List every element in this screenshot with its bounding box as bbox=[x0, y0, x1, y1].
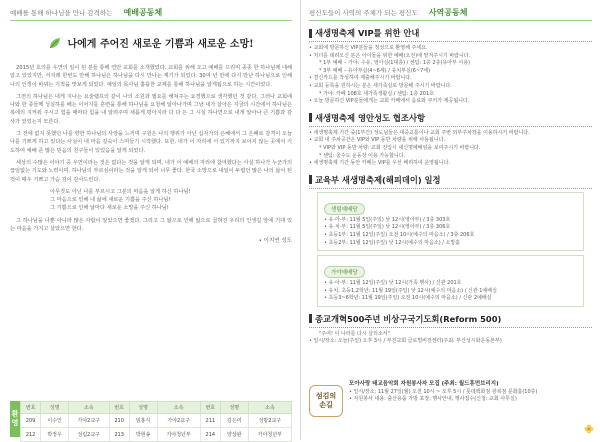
list-item: * 센텀: 울수도 운동장 이용 가능합니다. bbox=[319, 152, 406, 159]
list-item: "주여! 이 나라를 다시 살리소서" bbox=[319, 330, 390, 337]
list-item: • 결신카드를 작성하여 제출해주시기 바랍니다. bbox=[309, 75, 412, 82]
list-item: • 초등3~6학년: 11월 19일(주일) 오전 10시(예수의 마음소) / 신관 2예배실 bbox=[324, 295, 492, 302]
right-header-subtitle: 평신도들이 사역의 주체가 되는 평신도 bbox=[309, 8, 418, 17]
left-header bbox=[10, 4, 292, 21]
closing-paragraph: 그 하나님을 나뿐 아니라 많은 사람이 알았으면 좋겠다. 그리고 그 앎으로 인해 앎으로 곱혀진 우리의 인생길 앞에 기대 있는 마음을 가지고 살았으면 한다. bbox=[10, 217, 292, 233]
section-reform-500 bbox=[309, 313, 592, 346]
right-header-name: 사역공동체 bbox=[428, 7, 468, 17]
schedule-box-centum bbox=[317, 192, 584, 251]
schedule-box-gaya bbox=[317, 255, 584, 307]
right-page bbox=[300, 0, 600, 440]
table-row: 209 이수인 가야2교구 210 임홍식 가야2교구 211 김은미 성방2교구 bbox=[21, 414, 292, 428]
list-item: • 교회 내 주차공간은 VIP와 VIP 동반 차량을 위해 사용됩니다. bbox=[309, 137, 446, 144]
list-item: • 오늘 방문하신 VIP분들에게는 교회 카페에서 음료와 쿠키가 제공됩니다. bbox=[309, 98, 470, 105]
table-row: 212 박정우 성림2교구 213 박현송 가야청년부 214 양상완 가야청년부 bbox=[21, 428, 292, 442]
serving-hands-stamp: 섬김의 손길 bbox=[309, 385, 343, 417]
list-item: • 일시/장소: 오늘(주일) 오후 3시 / 부전교회 글로벌비전센터(주최: 부산성시화운동본부) bbox=[309, 338, 502, 345]
paragraph: 2015년 호의를 우연의 일이 된 분들 통해 연안 교회를 소개했었다. 교회를 위해 오고 예배를 드리며 종종 한 하나님께 대해 알고 있었지만, 서지레 한번도 만해 하나님은 하나님을 다시 만나는 계기가 되었다. 30여 년 만에 다시 만난 하나님으로 인해 나의 인생이 바뀌는 기적을 맛보게 되었다. 예일의 목사님 훌륭한 교제를 통해 하나님을 알게됨으로 하는 시간이었다. bbox=[10, 65, 292, 88]
left-header-name: 예배공동체 bbox=[123, 7, 163, 17]
poem-line: 그 마음으로 인해 내 삶에 새로운 기쁨을 주신 하나님! bbox=[50, 197, 171, 204]
section-title: 교육부 새생명축제(해피데이) 일정 bbox=[315, 174, 441, 185]
news-title: 모아사랑 태교음악회 자원봉사자 모집 (주최: 월드휴먼브리지) bbox=[349, 381, 499, 387]
list-item: * VIP와 VIP 동반 차량: 교회 진입시 새신명예배임을 보여주시기 바랍니다. bbox=[319, 144, 481, 151]
poem-line: 아무것도 아닌 나를 부르시고 그분의 마음을 알게 하신 하나님! bbox=[50, 188, 191, 195]
list-item: • 초등1부: 11월 12일(주일) 오전 10시(예수의 마음소) / 3층 206호 bbox=[324, 231, 475, 238]
section-marker-icon bbox=[309, 29, 312, 38]
list-item: * 3부 예배 – 유아부실(4~6세) / 유치부실(6~7세) bbox=[319, 67, 431, 74]
box-tag: 센텀예배당 bbox=[324, 203, 365, 215]
news-line: • 일시/장소: 11월 27일(월) 오전 10시 ~ 오후 5시 / 롯데백화점 광복점 문화홀(10층) bbox=[349, 388, 538, 395]
list-item: • 유치, 초등1,2학년: 11월 19일(주일) 낮 12시(예수의 마음소) / 신관 1예배실 bbox=[324, 287, 497, 294]
list-item: • 초등2부: 11월 12일(주일) 낮 12시(예수의 마음소) / 소망홀 bbox=[324, 239, 461, 246]
article-headline bbox=[10, 35, 292, 50]
leaf-icon bbox=[48, 36, 62, 50]
article-title: 나에게 주어진 새로운 기쁨과 새로운 소망! bbox=[67, 39, 254, 50]
section-education-schedule bbox=[309, 174, 592, 307]
news-line: • 자원봉사 내용: 출산용품 가방 포장, 행사안내, 행사접수(신청: 교회 사무실) bbox=[349, 396, 517, 403]
list-item: * 가야: 카페 108호 새가족생활실 / 센텀: 1층 201호 bbox=[319, 90, 434, 97]
paragraph: 그 전에 없지 못했던 나를 향한 하나님의 사랑을 느끼며 구원은 나의 행위가 아닌 십자가의 은혜에서 그 은혜로 감격이 오늘 나를 기쁘게 하고 있다는 사실이 내 마음 깊숙이 스며들기 시작했다. 또한, 내가 이 자리에 서 있기까지 보이지 않는 곳에서 기도하여 예배 준 많은 믿음의 친구들이 있었음을 알게 되었다. bbox=[10, 131, 292, 154]
section-title: 새생명축제 VIP를 위한 안내 bbox=[315, 28, 420, 38]
left-page bbox=[0, 0, 300, 440]
poem bbox=[10, 188, 292, 213]
section-marker-icon bbox=[309, 113, 312, 122]
paragraph: 세상의 수많은 이야기 중 우연이라는 것은 없다는 것을 알게 되며, 내가 이 예배의 자리에 참여했다는 사실 하나가 누군가의 끊임없는 기도와 노력이며, 하나님의 부르심이라는 것을 알게 되어 너무 좋다. 한국 소망으로 내일이 두렵던 많은 나의 삶이 된 것이 매우 기쁘고 가슴 깊이 감사드린다. bbox=[10, 159, 292, 183]
paragraph: 그전의 하나님은 내게 지나는 요술램프의 같이 나의 소원과 필요를 해쳐주는 요경했으로 생각했던 것 같다. 그러나 교회에 나와 한 종들께 성실하를 배는 이어지를 훈련을 통해 하나님을 요청해 알아나가며 그냥 내가 살아온 지금의 시간에서 하나님은 복에의 지켜줘 주시고 힘을 때마다 힘을 내 알려주며 새롭게 평아지라 다 다 든 그 시실 하나면으로 내게 알아나 큰 기쁨과 감사가 있었는지 모른다. bbox=[10, 93, 292, 125]
list-item: • 처녀를 데려오신 분은 아이들을 위한 예배(오전)에 맡겨주시기 바랍니다. bbox=[309, 52, 471, 59]
welcome-tag: 환 영 bbox=[10, 401, 20, 437]
left-header-subtitle: 예배를 통해 하나님을 만나 감격하는 bbox=[10, 8, 113, 17]
section-vip-guide bbox=[309, 27, 592, 106]
list-item: • 유·치·부: 11월 5일(주일) 낮 12시(영아부) / 3층 306호 bbox=[324, 224, 451, 231]
article-body bbox=[10, 64, 292, 246]
serving-hands-block bbox=[309, 381, 592, 425]
flower-icon bbox=[584, 424, 594, 434]
list-item: • 유·아·부: 11월 12일(주일) 낮 12시(가족 행사) / 신관 201호 bbox=[324, 280, 462, 287]
list-item: • 교회 등록을 원하시는 분은 새가족실로 방문해 주시기 바랍니다. bbox=[309, 82, 452, 89]
section-title: 종교개혁500주년 비상구국기도회(Reform 500) bbox=[315, 313, 502, 324]
list-item: • 새생명축제 기간 중(1부간) 성도님들은 대중교통이나 교회 주변 외부주차장을 이용하시기 바랍니다. bbox=[309, 129, 530, 136]
section-member-cooperation bbox=[309, 112, 592, 168]
author: • 이지연 성도 bbox=[258, 238, 292, 245]
list-item: * 1부 예배 – 가야: 수유, 영아실(1대층) / 센텀: 1층 2층(유아부 이용) bbox=[319, 60, 471, 67]
welcome-table-block bbox=[10, 401, 292, 437]
right-header bbox=[309, 4, 592, 21]
box-tag: 가야예배당 bbox=[324, 266, 365, 278]
list-item: • 유·아·부: 11월 5일(주일) 낮 12시(영아부) / 3층 303호 bbox=[324, 216, 451, 223]
poem-line: 그 기쁨으로 인해 날마다 새로운 소망을 주신 하나님! bbox=[50, 205, 169, 212]
list-item: • 새생명축제 기간 동안 카페는 VIP를 우선 배려하여 운영됩니다. bbox=[309, 160, 451, 167]
section-title: 새생명축제 영안성도 협조사항 bbox=[315, 112, 425, 123]
section-marker-icon bbox=[309, 314, 312, 323]
welcome-table bbox=[20, 401, 292, 442]
table-header-row: 번호 성명 소속 번호 성명 소속 번호 성명 소속 bbox=[21, 402, 292, 414]
section-marker-icon bbox=[309, 175, 312, 184]
list-item: • 교회에 방문하신 VIP분들을 정성으로 환영해 주세요. bbox=[309, 45, 428, 51]
